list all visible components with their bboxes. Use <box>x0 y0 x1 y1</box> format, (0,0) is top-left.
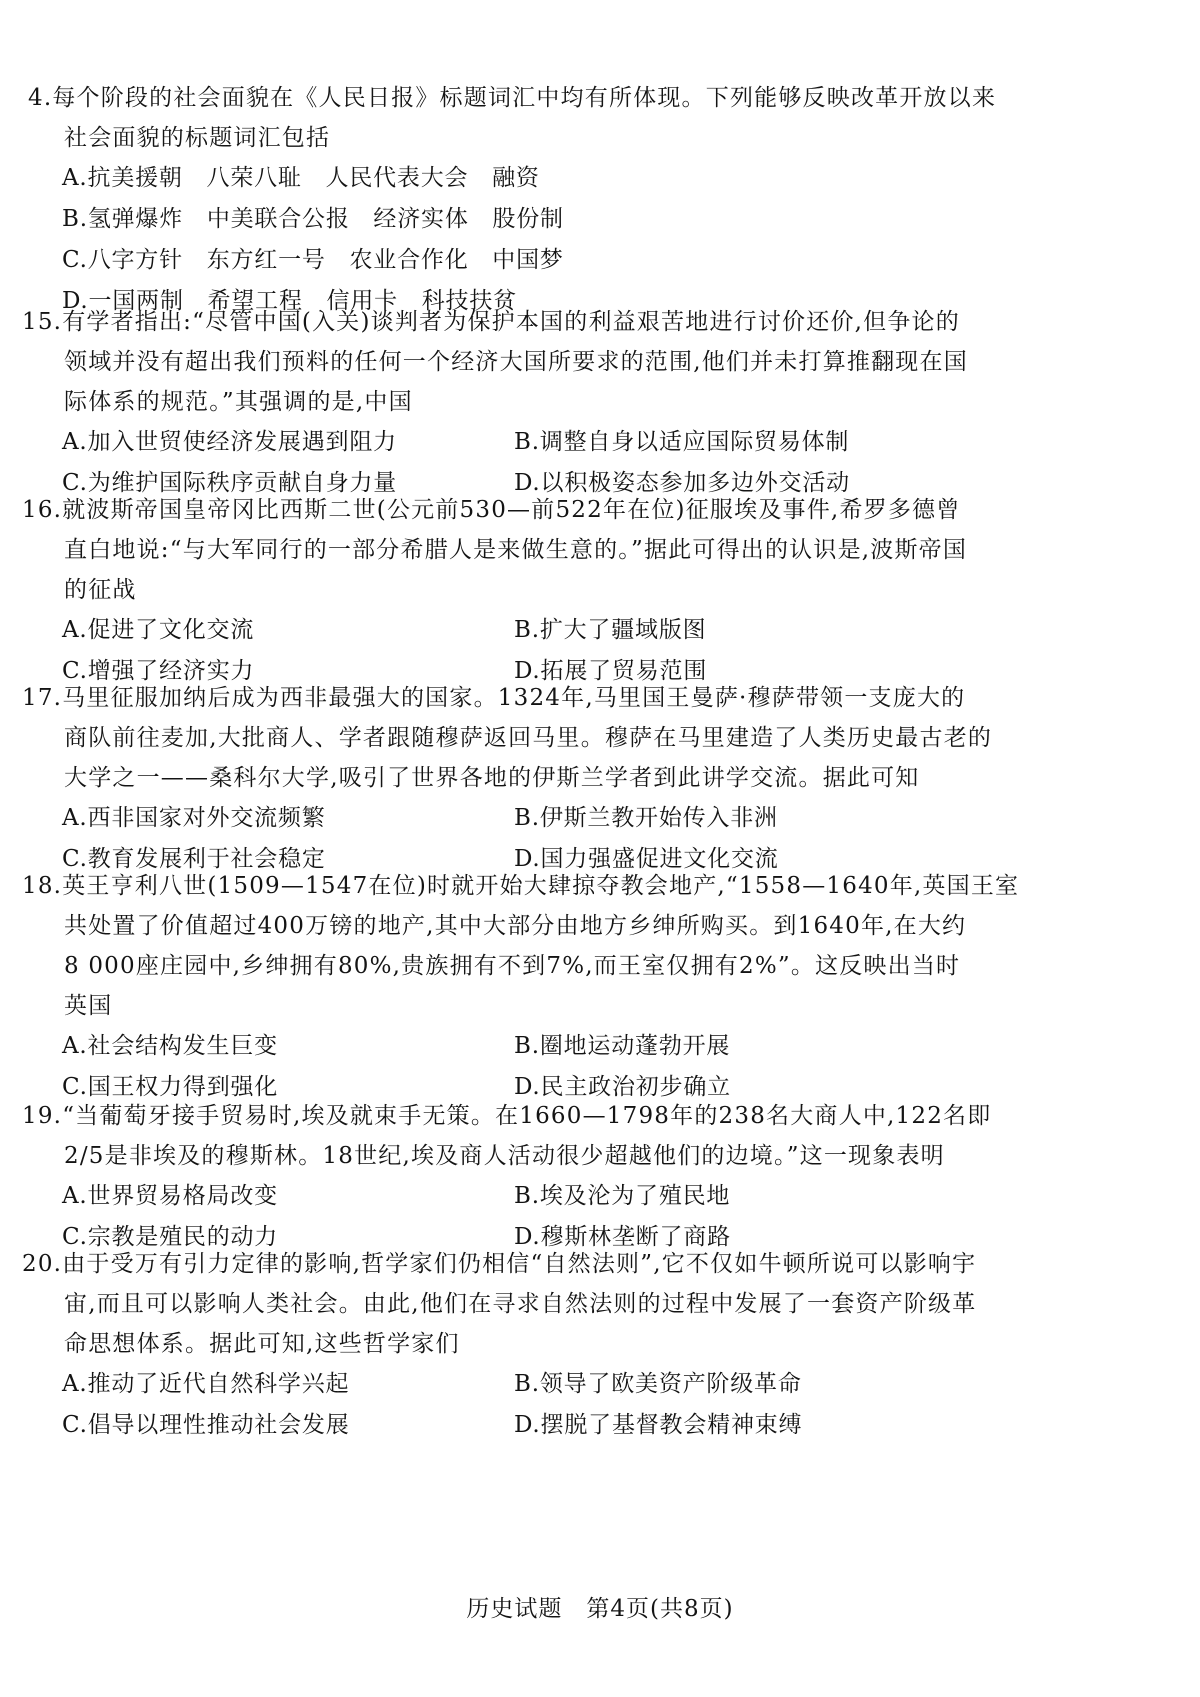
option-letter: B. <box>514 617 540 643</box>
stem-text: 每个阶段的社会面貌在《人民日报》标题词汇中均有所体现。下列能够反映改革开放以来 <box>52 85 997 111</box>
option-row <box>22 798 1032 839</box>
option-letter: D. <box>62 288 89 314</box>
option-text: 推动了近代自然科学兴起 <box>87 1371 350 1397</box>
question-stem-line: 命思想体系。据此可知,这些哲学家们 <box>64 1331 460 1357</box>
option-letter: C. <box>62 1412 88 1438</box>
option-text: 以积极姿态参加多边外交活动 <box>540 470 850 496</box>
question-stem-line: 8 000座庄园中,乡绅拥有80%,贵族拥有不到7%,而王室仅拥有2%”。这反映出当时 <box>64 953 961 979</box>
option-b[interactable] <box>62 199 564 240</box>
option-text: 领导了欧美资产阶级革命 <box>539 1371 802 1397</box>
option-letter: A. <box>62 1371 88 1397</box>
question-stem-line <box>22 866 1032 906</box>
option-letter: D. <box>514 658 541 684</box>
option-d[interactable] <box>514 1405 802 1446</box>
option-letter: B. <box>514 429 540 455</box>
option-text: 社会结构发生巨变 <box>87 1033 278 1059</box>
option-letter: A. <box>62 165 88 191</box>
option-text: 促进了文化交流 <box>87 617 255 643</box>
option-b[interactable] <box>514 610 706 651</box>
question-stem-line: 领域并没有超出我们预料的任何一个经济大国所要求的范围,他们并未打算推翻现在国 <box>64 349 968 375</box>
question-stem-line: 社会面貌的标题词汇包括 <box>64 125 331 151</box>
question-17 <box>22 678 1032 880</box>
page-footer: 历史试题 第4页(共8页) <box>466 1596 734 1622</box>
question-stem-line <box>22 302 1032 342</box>
option-text: 宗教是殖民的动力 <box>87 1224 279 1250</box>
option-a[interactable] <box>62 1176 278 1217</box>
option-text: 增强了经济实力 <box>87 658 255 684</box>
option-row <box>22 199 1032 240</box>
option-row <box>22 1026 1032 1067</box>
question-18 <box>22 866 1032 1108</box>
option-row <box>22 1405 1032 1446</box>
question-stem-line <box>22 1244 1032 1284</box>
option-letter: A. <box>62 805 88 831</box>
option-b[interactable] <box>514 1026 730 1067</box>
question-number: 19. <box>22 1103 63 1129</box>
option-letter: C. <box>62 658 88 684</box>
option-text: 八字方针 东方红一号 农业合作化 中国梦 <box>87 247 564 273</box>
option-text: 圈地运动蓬勃开展 <box>539 1033 731 1059</box>
question-15 <box>22 302 1032 504</box>
option-letter: A. <box>62 1183 88 1209</box>
question-stem-line <box>22 78 1032 118</box>
option-b[interactable] <box>514 1176 730 1217</box>
question-16 <box>22 490 1032 692</box>
question-stem-line: 大学之一——桑科尔大学,吸引了世界各地的伊斯兰学者到此讲学交流。据此可知 <box>64 765 920 791</box>
question-stem-line <box>22 678 1032 718</box>
option-letter: B. <box>514 1033 540 1059</box>
option-a[interactable] <box>62 158 540 199</box>
option-text: 为维护国际秩序贡献自身力量 <box>87 470 398 496</box>
option-text: 拓展了贸易范围 <box>540 658 708 684</box>
option-text: 教育发展利于社会稳定 <box>87 846 326 872</box>
stem-text: 英王亨利八世(1509—1547在位)时就开始大肆掠夺教会地产,“1558—1640年,英国王室 <box>62 873 1020 899</box>
option-b[interactable] <box>514 1364 802 1405</box>
option-row <box>22 422 1032 463</box>
question-20 <box>22 1244 1032 1446</box>
option-b[interactable] <box>514 798 778 839</box>
question-number: 20. <box>22 1251 63 1277</box>
option-letter: C. <box>62 470 88 496</box>
option-text: 穆斯林垄断了商路 <box>540 1224 731 1250</box>
option-row <box>22 240 1032 281</box>
question-stem-line <box>22 1096 1032 1136</box>
option-letter: B. <box>514 1183 540 1209</box>
question-number: 16. <box>22 497 63 523</box>
option-text: 国力强盛促进文化交流 <box>540 846 779 872</box>
question-number: 17. <box>22 685 63 711</box>
stem-text: 有学者指出:“尽管中国(入关)谈判者为保护本国的利益艰苦地进行讨价还价,但争论的 <box>62 309 960 335</box>
question-stem-line: 2/5是非埃及的穆斯林。18世纪,埃及商人活动很少超越他们的边境。”这一现象表明 <box>64 1143 945 1169</box>
option-letter: D. <box>514 846 541 872</box>
option-letter: C. <box>62 1074 88 1100</box>
question-stem-line: 际体系的规范。”其强调的是,中国 <box>64 389 413 415</box>
option-c[interactable] <box>62 1405 350 1446</box>
option-a[interactable] <box>62 1364 349 1405</box>
question-stem-line: 直白地说:“与大军同行的一部分希腊人是来做生意的。”据此可得出的认识是,波斯帝国 <box>64 537 968 563</box>
option-a[interactable] <box>62 798 326 839</box>
option-a[interactable] <box>62 610 254 651</box>
option-letter: A. <box>62 1033 88 1059</box>
option-text: 调整自身以适应国际贸易体制 <box>539 429 850 455</box>
option-text: 抗美援朝 八荣八耻 人民代表大会 融资 <box>87 165 540 191</box>
option-letter: B. <box>514 805 540 831</box>
option-letter: C. <box>62 846 88 872</box>
question-stem-line: 宙,而且可以影响人类社会。由此,他们在寻求自然法则的过程中发展了一套资产阶级革 <box>64 1291 977 1317</box>
question-stem-line <box>22 490 1032 530</box>
stem-text: “当葡萄牙接手贸易时,埃及就束手无策。在1660—1798年的238名大商人中,122名即 <box>62 1103 992 1129</box>
question-stem-line: 商队前往麦加,大批商人、学者跟随穆萨返回马里。穆萨在马里建造了人类历史最古老的 <box>64 725 993 751</box>
question-number: 4. <box>28 85 53 111</box>
option-letter: D. <box>514 1074 541 1100</box>
option-text: 世界贸易格局改变 <box>87 1183 278 1209</box>
question-stem-line: 英国 <box>64 993 113 1019</box>
option-letter: A. <box>62 617 88 643</box>
option-text: 一国两制 希望工程 信用卡 科技扶贫 <box>88 288 517 314</box>
option-text: 国王权力得到强化 <box>87 1074 279 1100</box>
option-c[interactable] <box>62 240 564 281</box>
option-letter: C. <box>62 1224 88 1250</box>
option-a[interactable] <box>62 422 397 463</box>
option-row <box>22 158 1032 199</box>
option-text: 埃及沦为了殖民地 <box>539 1183 731 1209</box>
stem-text: 马里征服加纳后成为西非最强大的国家。1324年,马里国王曼萨·穆萨带领一支庞大的 <box>62 685 966 711</box>
option-letter: B. <box>62 206 88 232</box>
option-text: 西非国家对外交流频繁 <box>87 805 326 831</box>
option-text: 摆脱了基督教会精神束缚 <box>540 1412 803 1438</box>
option-letter: B. <box>514 1371 540 1397</box>
option-text: 氢弹爆炸 中美联合公报 经济实体 股份制 <box>87 206 564 232</box>
option-letter: D. <box>514 1224 541 1250</box>
option-letter: D. <box>514 1412 541 1438</box>
question-14 <box>22 78 1032 322</box>
question-number: 18. <box>22 873 63 899</box>
stem-text: 就波斯帝国皇帝冈比西斯二世(公元前530—前522年在位)征服埃及事件,希罗多德曾 <box>62 497 961 523</box>
question-stem-line: 的征战 <box>64 577 137 603</box>
option-text: 伊斯兰教开始传入非洲 <box>539 805 778 831</box>
option-text: 民主政治初步确立 <box>540 1074 731 1100</box>
question-19 <box>22 1096 1032 1258</box>
question-number: 15. <box>22 309 63 335</box>
option-letter: D. <box>514 470 541 496</box>
option-row <box>22 1176 1032 1217</box>
option-letter: C. <box>62 247 88 273</box>
option-text: 倡导以理性推动社会发展 <box>87 1412 350 1438</box>
question-stem-line: 共处置了价值超过400万镑的地产,其中大部分由地方乡绅所购买。到1640年,在大约 <box>64 913 967 939</box>
option-row <box>22 1364 1032 1405</box>
option-a[interactable] <box>62 1026 278 1067</box>
option-text: 加入世贸使经济发展遇到阻力 <box>87 429 397 455</box>
option-text: 扩大了疆域版图 <box>539 617 707 643</box>
stem-text: 由于受万有引力定律的影响,哲学家们仍相信“自然法则”,它不仅如牛顿所说可以影响宇 <box>62 1251 977 1277</box>
option-b[interactable] <box>514 422 849 463</box>
option-row <box>22 610 1032 651</box>
option-letter: A. <box>62 429 88 455</box>
